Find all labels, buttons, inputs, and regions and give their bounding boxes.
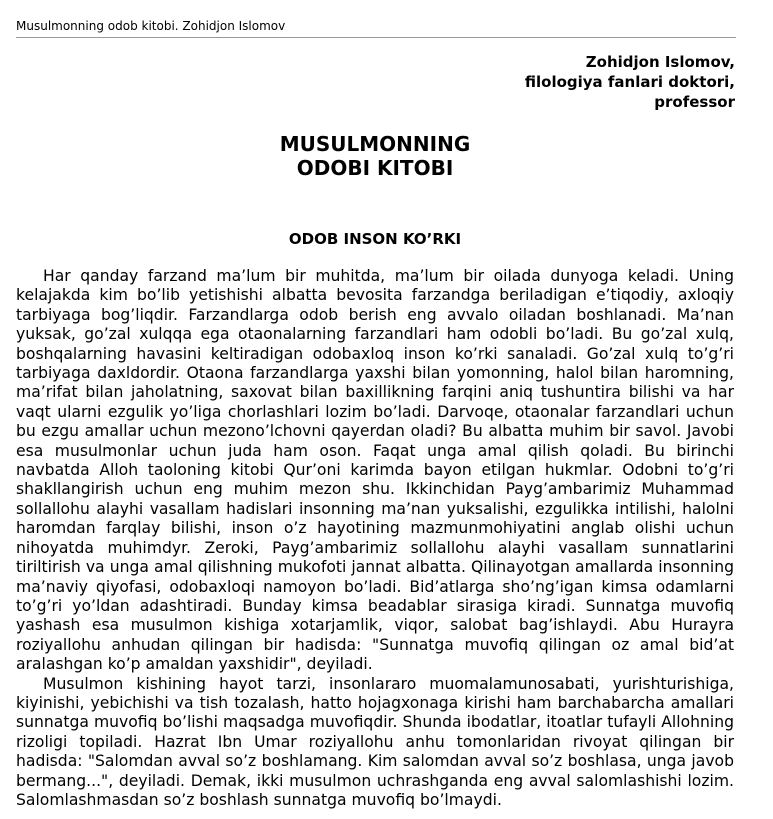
- book-title-line-1: MUSULMONNING: [279, 132, 471, 156]
- paragraph: Musulmon kishining hayot tarzi, insonlararo muomalamunosabati, yurishturishiga, kiyinishi, yebichishi va tish tozalash, hatto hojagxonaga kirishi ham barchabarcha amallari sunnatga muvofiq bo’lishi maqsadga muvofiqdir. Shunda ibodatlar, itoatlar tufayli Allohning rizoligi topiladi. Hazrat Ibn Umar roziyallohu anhu tomonlaridan rivoyat qilingan bir hadisda: "Salomdan avval so’z boshlamang. Kim salomdan avval so’z boshlasa, unga javob bermang...", deyiladi. Demak, ikki musulmon uchrashganda eng avval salomlashishi lozim. Salomlashmasdan so’z boshlash sunnatga muvofiq bo’lmaydi.: [16, 674, 734, 809]
- body-text: [16, 267, 734, 810]
- author-block: [525, 52, 735, 112]
- section-title: ODOB INSON KO’RKI: [288, 230, 462, 248]
- author-name: Zohidjon Islomov,: [585, 53, 735, 71]
- author-degree: filologiya fanlari doktori,: [524, 73, 735, 91]
- running-header-title: Musulmonning odob kitobi. Zohidjon Islomov: [16, 19, 286, 33]
- book-title-line-2: ODOBI KITOBI: [296, 156, 454, 180]
- running-header: [16, 19, 736, 38]
- book-title: [0, 132, 750, 180]
- paragraph: Har qanday farzand ma’lum bir muhitda, ma’lum bir oilada dunyoga keladi. Uning kelajakda kim bo’lib yetishishi albatta bevosita farzandga beriladigan e’tiqodiy, axloqiy tarbiyaga bog’liqdir. Farzandlarga odob berish eng avvalo oiladan boshlanadi. Ma’nan yuksak, go’zal xulqqa ega otaonalarning farzandlari ham odobli bo’ladi. Bu go’zal xulq, boshqalarning havasini keltiradigan odobaxloq inson ko’rki sanaladi. Go’zal xulq to’g’ri tarbiyaga daxldordir. Otaona farzandlarga yaxshi bilan yomonning, halol bilan haromning, ma’rifat bilan jaholatning, saxovat bilan baxillikning farqini aniq tushuntira bilishi va har vaqt ularni ezgulik yo’liga chorlashlari lozim bo’ladi. Darvoqe, otaonalar farzandlari uchun bu ezgu amallar uchun mezono’lchovni qayerdan oladi? Bu albatta muhim bir savol. Javobi esa musulmonlar uchun juda ham oson. Faqat unga amal qilish qoladi. Bu birinchi navbatda Alloh taoloning kitobi Qur’oni karimda bayon etilgan hukmlar. Odobni to’g’ri shakllangirish uchun eng muhim mezon shu. Ikkinchidan Payg’ambarimiz Muhammad sollallohu alayhi vasallam hadislari insonning ma’nan yuksalishi, ezgulikka intilishi, halolni haromdan farqlay bilishi, inson o’z hayotining mazmunmohiyatini anglab olishi uchun nihoyatda muhimdyr. Zeroki, Payg’ambarimiz sollallohu alayhi vasallam sunnatlarini tiriltirish va unga amal qilishning mukofoti jannat albatta. Qilinayotgan amallarda insonning ma’naviy qiyofasi, odobaxloqi namoyon bo’ladi. Bid’atlarga sho’ng’igan kimsa odamlarni to’g’ri yo’ldan adashtiradi. Bunday kimsa beadablar sirasiga kiradi. Sunnatga muvofiq yashash esa musulmon kishiga xotarjamlik, viqor, salobat bag’ishlaydi. Abu Hurayra roziyallohu anhudan qilingan bir hadisda: "Sunnatga muvofiq qilingan oz amal bid’at aralashgan ko’p amaldan yaxshidir", deyiladi.: [16, 267, 734, 674]
- author-title: professor: [654, 93, 735, 111]
